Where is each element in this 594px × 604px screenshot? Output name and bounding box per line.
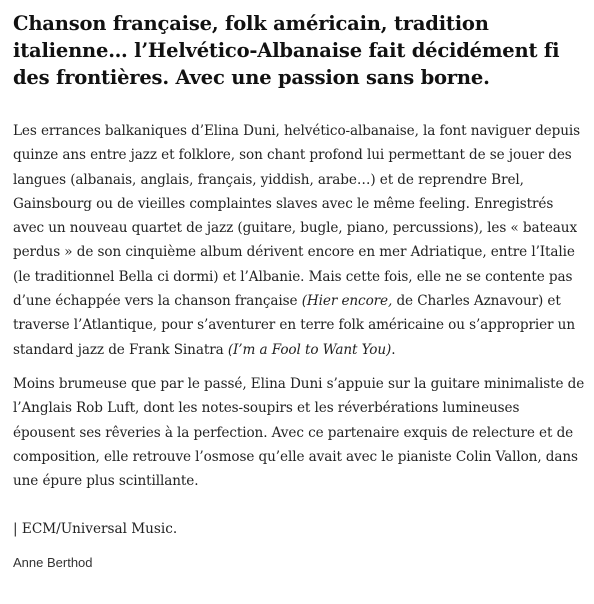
author-byline: Anne Berthod — [13, 555, 93, 571]
song-title-hier-encore: (Hier encore, — [301, 293, 393, 310]
paragraph-1-text-c: . — [391, 341, 396, 358]
article-paragraph-2: Moins brumeuse que par le passé, Elina Duni s’appuie sur la guitare minimaliste de l’Anglais Rob Luft, dont les notes-soupirs et les réverbérations lumineuses épousent ses rêveries à la perfection. Avec ce partenaire exquis de relecture et de composition, elle retrouve l’osmose qu’elle avait avec le pianiste Colin Vallon, dans une épure plus scintillante. — [13, 375, 585, 490]
paragraph-1-text-b: de Charles Aznavour) et traverse l’Atlantique, pour s’aventurer en terre folk américaine ou s’approprier un standard jazz de Frank Sinatra — [13, 293, 575, 358]
song-title-fool-to-want-you: (I’m a Fool to Want You) — [227, 341, 392, 358]
record-label: | ECM/Universal Music. — [13, 521, 178, 538]
article-lead: Chanson française, folk américain, tradition italienne… l’Helvético-Albanaise fait décidément fi des frontières. Avec une passion sans borne. — [13, 12, 560, 89]
paragraph-1-text-a: Les errances balkaniques d’Elina Duni, helvético-albanaise, la font naviguer depuis quinze ans entre jazz et folklore, son chant profond lui permettant de se jouer des langues (albanais, anglais, français, yiddish, arabe…) et de reprendre Brel, Gainsbourg ou de vieilles complaintes slaves avec le même feeling. Enregistrés avec un nouveau quartet de jazz (guitare, bugle, piano, percussions), les « bateaux perdus » de son cinquième album dérivent encore en mer Adriatique, entre l’Italie (le traditionnel Bella ci dormi) et l’Albanie. Mais cette fois, elle ne se contente pas d’une échappée vers la chanson française — [13, 123, 581, 310]
article — [13, 10, 585, 572]
article-paragraph-1 — [13, 119, 585, 362]
